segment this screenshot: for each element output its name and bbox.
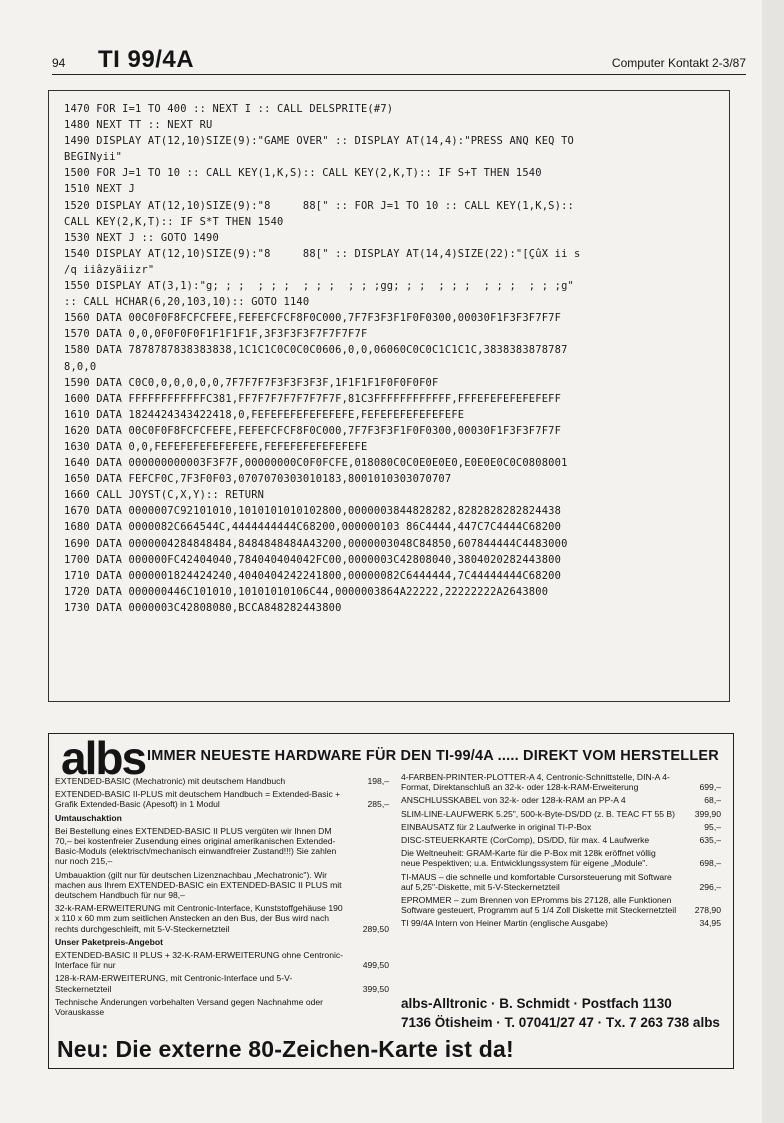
ad-item (55, 937, 389, 947)
ad-item-text: EXTENDED-BASIC II PLUS + 32-K-RAM-ERWEITERUNG ohne Centronic-Interface für nur (55, 950, 344, 971)
code-line: 1730 DATA 0000003C42808080,BCCA848282443800 (64, 601, 342, 614)
ad-footer-banner: Neu: Die externe 80-Zeichen-Karte ist da! (57, 1036, 514, 1062)
code-line: 1610 DATA 1824424343422418,0,FEFEFEFEFEFEFEFE,FEFEFEFEFEFEFEFE (64, 408, 465, 421)
ad-item-text: Umtauschaktion (55, 812, 122, 823)
ad-item (401, 772, 721, 792)
ad-item-text: SLIM-LINE-LAUFWERK 5.25", 500-k-Byte-DS/DD (z. B. TEAC FT 55 B) (401, 808, 675, 819)
ad-item-price: 285,– (367, 799, 389, 810)
code-line: 1540 DISPLAY AT(12,10)SIZE(9):"8 88[" :: DISPLAY AT(14,4)SIZE(22):"[ÇûX ii s (64, 247, 581, 260)
ad-item (401, 872, 721, 892)
ad-item-text: 4-FARBEN-PRINTER-PLOTTER-A 4, Centronic-Schnittstelle, DIN-A 4-Format, Direktanschluß an 32-k- oder 128-k-RAM-Erweiterung (401, 772, 670, 793)
ad-item (401, 809, 721, 819)
ad-item-price: 95,– (704, 821, 721, 832)
code-line: 1640 DATA 000000000003F3F7F,00000000C0F0FCFE,018080C0C0E0E0E0,E0E0E0C0C0808001 (64, 457, 568, 470)
basic-code (64, 101, 724, 616)
ad-item (55, 826, 389, 867)
ad-headline: IMMER NEUESTE HARDWARE FÜR DEN TI-99/4A ..... DIREKT VOM HERSTELLER (147, 748, 719, 764)
ad-item-price: 399,50 (362, 983, 389, 994)
code-line: 1510 NEXT J (64, 183, 136, 196)
ad-item (55, 870, 389, 901)
code-line: 1580 DATA 7878787838383838,1C1C1C0C0C0C0606,0,0,06060C0C0C1C1C1C,3838383878787 (64, 344, 568, 357)
ad-item (55, 950, 389, 970)
ad-item (401, 918, 721, 928)
code-line: 1700 DATA 000000FC42404040,784040404042FC00,0000003C42808040,3804020282443800 (64, 553, 562, 566)
code-line: 1680 DATA 0000082C664544C,4444444444C68200,000000103 86C4444,447C7C4444C68200 (64, 521, 562, 534)
program-listing-box (48, 90, 730, 702)
ad-item-price: 635,– (699, 835, 721, 846)
code-line: 1480 NEXT TT :: NEXT RU (64, 119, 213, 132)
contact-address: albs-Alltronic · B. Schmidt · Postfach 1130 (401, 996, 672, 1011)
code-line: 1560 DATA 00C0F0F8FCFCFEFE,FEFEFCFCF8F0C000,7F7F3F3F1F0F0300,00030F1F3F3F7F7F (64, 312, 562, 325)
code-line: 1470 FOR I=1 TO 400 :: NEXT I :: CALL DELSPRITE(#7) (64, 103, 394, 115)
ad-item (55, 997, 389, 1017)
ad-item-text: Bei Bestellung eines EXTENDED-BASIC II PLUS vergüten wir Ihnen DM 70,– bei kostenfreier Zusendung eines original amerikanischen Extended-Basic-Moduls (elektrisch/mechanisch einwandfreier Zustand!!!) Sie zahlen nur noch 215,– (55, 825, 337, 867)
ad-item-text: EINBAUSATZ für 2 Laufwerke in original TI-P-Box (401, 821, 592, 832)
ad-item-price: 278,90 (694, 905, 721, 916)
ad-item-text: EPROMMER – zum Brennen von EPromms bis 27128, alle Funktionen Software gesteuert, Programm auf 5 1/4 Zoll Diskette mit Steckernetzteil (401, 895, 677, 916)
ad-item-price: 698,– (699, 858, 721, 869)
code-line: 1490 DISPLAY AT(12,10)SIZE(9):"GAME OVER" :: DISPLAY AT(14,4):"PRESS ANQ KEQ TO (64, 135, 574, 148)
advertisement (48, 733, 734, 1069)
ad-item-text: EXTENDED-BASIC II-PLUS mit deutschem Handbuch = Extended-Basic + Grafik Extended-Basic (Apesoft) in 1 Modul (55, 789, 341, 810)
ad-item-text: 128-k-RAM-ERWEITERUNG, mit Centronic-Interface und 5-V-Steckernetzteil (55, 973, 293, 994)
code-line: 1570 DATA 0,0,0F0F0F0F1F1F1F1F,3F3F3F3F7F7F7F7F (64, 328, 368, 341)
magazine-title: TI 99/4A (98, 46, 195, 73)
ad-item-text: Umbauaktion (gilt nur für deutschen Lizenznachbau „Mechatronic"). Wir machen aus Ihrem EXTENDED-BASIC ein EXTENDED-BASIC II PLUS mit deutschem Handbuch für nur 98,– (55, 869, 342, 901)
code-line: /q iiâzyäiizr" (64, 263, 155, 276)
code-line: CALL KEY(2,K,T):: IF S*T THEN 1540 (64, 215, 284, 228)
ad-item-text: Unser Paketpreis-Angebot (55, 936, 163, 947)
code-line: 1690 DATA 0000004284848484,8484848484A43200,0000003048C84850,607844444C4483000 (64, 537, 568, 550)
ad-item (55, 776, 389, 786)
ad-item-price: 296,– (699, 881, 721, 892)
ad-item-price: 34,95 (699, 918, 721, 929)
page-number: 94 (52, 56, 66, 70)
ad-item (55, 789, 389, 809)
page-header (52, 44, 746, 75)
ad-item (55, 813, 389, 823)
contact-phone: 7136 Ötisheim · T. 07041/27 47 · Tx. 7 263 738 albs (401, 1015, 720, 1030)
ad-item-text: TI-MAUS – die schnelle und komfortable Cursorsteuerung mit Software auf 5,25"-Diskette, mit 5-V-Steckernetzteil (401, 871, 672, 892)
code-line: 1630 DATA 0,0,FEFEFEFEFEFEFEFE,FEFEFEFEFEFEFEFE (64, 440, 368, 453)
issue-label: Computer Kontakt 2-3/87 (611, 56, 746, 70)
code-line: BEGINyii" (64, 151, 123, 164)
ad-item-price: 499,50 (362, 960, 389, 971)
code-line: 1530 NEXT J :: GOTO 1490 (64, 231, 219, 244)
ad-item-price: 289,50 (362, 923, 389, 934)
code-line: 1550 DISPLAY AT(3,1):"g; ; ; ; ; ; ; ; ; ; ; ;gg; ; ; ; ; ; ; ; ; ; ; ;g" (64, 280, 574, 293)
code-line: 1600 DATA FFFFFFFFFFFFC381,FF7F7F7F7F7F7F7F,81C3FFFFFFFFFFFF,FFFEFEFEFEFEFEFF (64, 392, 562, 405)
ad-item-text: DISC-STEUERKARTE (CorComp), DS/DD, für max. 4 Laufwerke (401, 835, 650, 846)
ad-item-text: EXTENDED-BASIC (Mechatronic) mit deutschem Handbuch (55, 776, 286, 786)
ad-item-text: Technische Änderungen vorbehalten Versand gegen Nachnahme oder Vorauskasse (55, 996, 324, 1018)
code-line: 8,0,0 (64, 360, 97, 373)
code-line: 1720 DATA 000000446C101010,10101010106C44,0000003864A22222,22222222A2643800 (64, 585, 549, 598)
code-line: 1650 DATA FEFCF0C,7F3F0F03,0707070303010183,8001010303070707 (64, 473, 452, 486)
ad-item-price: 68,– (704, 795, 721, 806)
ad-item-price: 399,90 (694, 808, 721, 819)
ad-item (55, 973, 389, 993)
code-line: 1710 DATA 0000001824424240,4040404242241800,00000082C6444444,7C44444444C68200 (64, 569, 562, 582)
ad-item (401, 835, 721, 845)
ad-left-column (55, 776, 389, 1020)
ad-item-text: ANSCHLUSSKABEL von 32-k- oder 128-k-RAM an PP-A 4 (401, 795, 626, 806)
code-line: 1590 DATA C0C0,0,0,0,0,0,7F7F7F7F3F3F3F3F,1F1F1F1F0F0F0F0F (64, 376, 439, 389)
contact-block (401, 994, 731, 1032)
code-line: :: CALL HCHAR(6,20,103,10):: GOTO 1140 (64, 296, 310, 309)
ad-item-text: Die Weltneuheit: GRAM-Karte für die P-Box mit 128k eröffnet völlig neue Pespektiven; u.a. Entwicklungssystem für eigene „Module". (401, 848, 656, 869)
code-line: 1620 DATA 00C0F0F8FCFCFEFE,FEFEFCFCF8F0C000,7F7F3F3F1F0F0300,00030F1F3F3F7F7F (64, 424, 562, 437)
albs-logo: albs (61, 732, 146, 784)
ad-item-text: TI 99/4A Intern von Heiner Martin (englische Ausgabe) (401, 918, 608, 929)
code-line: 1500 FOR J=1 TO 10 :: CALL KEY(1,K,S):: CALL KEY(2,K,T):: IF S+T THEN 1540 (64, 167, 542, 180)
ad-item-text: 32-k-RAM-ERWEITERUNG mit Centronic-Interface, Kunststoffgehäuse 190 x 110 x 60 mm zum seitlichen Anstecken an den Bus, der Bus wird nach rechts durchgeschleift, mit 5-V-Steckernetzteil (55, 903, 343, 934)
code-line: 1670 DATA 0000007C92101010,1010101010102800,0000003844828282,8282828282824438 (64, 505, 562, 518)
ad-item-price: 198,– (367, 776, 389, 786)
ad-right-column (401, 772, 721, 932)
ad-item (401, 848, 721, 868)
ad-item (55, 903, 389, 934)
ad-item (401, 795, 721, 805)
ad-item (401, 822, 721, 832)
ad-item-price: 699,– (699, 782, 721, 793)
code-line: 1520 DISPLAY AT(12,10)SIZE(9):"8 88[" :: FOR J=1 TO 10 :: CALL KEY(1,K,S):: (64, 199, 574, 212)
code-line: 1660 CALL JOYST(C,X,Y):: RETURN (64, 489, 265, 502)
ad-item (401, 895, 721, 915)
scan-margin (762, 0, 784, 1123)
